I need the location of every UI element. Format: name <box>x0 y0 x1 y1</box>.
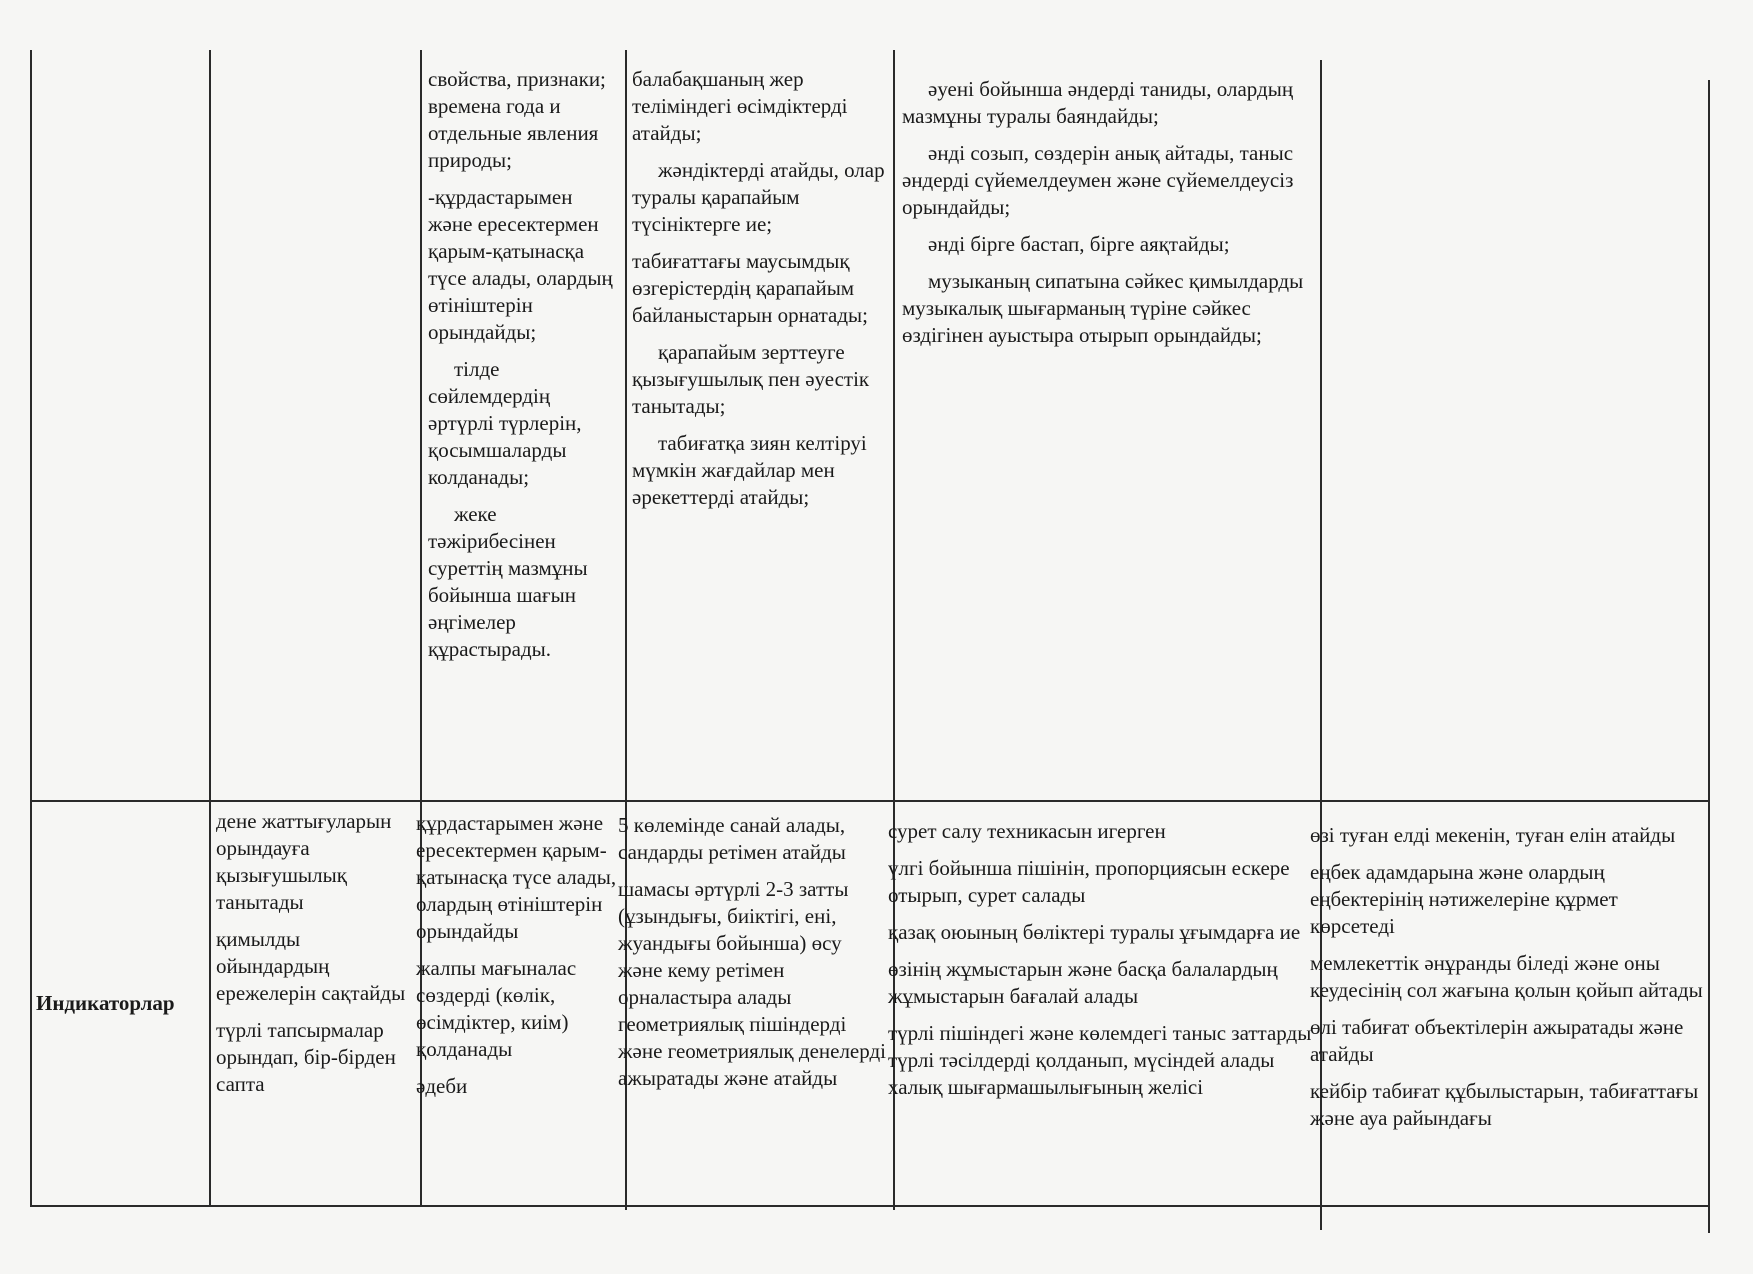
cell-paragraph: әнді созып, сөздерін анық айтады, таныс әндерді сүйемелдеумен және сүйемелдеусіз орындайды; <box>902 141 1294 219</box>
row-divider <box>30 800 1710 802</box>
cell-paragraph: түрлі тапсырмалар орындап, бір-бірден сапта <box>216 1018 396 1096</box>
cell-paragraph: өзі туған елді мекенін, туған елін атайды <box>1310 823 1676 847</box>
cell-paragraph: құрдастарымен және ересектермен қарым-қатынасқа түсе алады, олардың өтініштерін орындайды <box>416 811 617 943</box>
top-col5-cell <box>902 76 1314 359</box>
cell-paragraph: мемлекеттік әнұранды біледі және оны кеудесінің сол жағына қолын қойып айтады <box>1310 951 1703 1002</box>
table-border-right <box>1708 80 1710 1233</box>
top-col3-cell <box>428 66 618 673</box>
cell-paragraph: сурет салу техникасын игерген <box>888 819 1166 843</box>
cell-paragraph: халық шығармашылығының желісі <box>888 1075 1204 1099</box>
cell-paragraph: табиғаттағы маусымдық өзгерістердің қарапайым байланыстарын орнатады; <box>632 249 868 327</box>
cell-paragraph: тілде сөйлемдердің әртүрлі түрлерін, қосымшаларды колданады; <box>428 357 582 489</box>
cell-paragraph: түрлі пішіндегі және көлемдегі таныс заттарды түрлі тәсілдерді қолданып, мүсіндей алады <box>888 1021 1312 1072</box>
cell-paragraph: әнді бірге бастап, бірге аяқтайды; <box>928 232 1230 256</box>
bottom-col3-cell <box>416 810 620 1110</box>
cell-paragraph: 5 көлемінде санай алады, сандарды ретімен атайды <box>618 813 846 864</box>
bottom-col5-cell <box>888 818 1316 1111</box>
bottom-col4-cell <box>618 812 888 1102</box>
indicators-label: Индикаторлар <box>36 991 175 1015</box>
cell-paragraph: қарапайым зерттеуге қызығушылық пен әуестік танытады; <box>632 340 870 418</box>
table-border-bottom <box>30 1205 1710 1207</box>
cell-paragraph: әуені бойынша әндерді таниды, олардың мазмұны туралы баяндайды; <box>902 77 1294 128</box>
cell-paragraph: -құрдастарымен және ересектермен қарым-қатынасқа түсе алады, олардың өтініштерін орындайды; <box>428 185 613 344</box>
col-divider-1 <box>209 50 211 1207</box>
cell-paragraph: свойства, признаки; времена года и отдельные явления природы; <box>428 67 606 172</box>
cell-paragraph: жәндіктерді атайды, олар туралы қарапайым түсініктерге ие; <box>632 158 885 236</box>
top-col4-cell <box>632 66 890 521</box>
cell-paragraph: өзінің жұмыстарын және басқа балалардың жұмыстарын бағалай алады <box>888 957 1278 1008</box>
cell-paragraph: дене жаттығуларын орындауға қызығушылық танытады <box>216 809 392 914</box>
cell-paragraph: музыканың сипатына сәйкес қимылдарды музыкалық шығарманың түріне сәйкес өздігінен ауыстыра отырып орындайды; <box>902 269 1304 347</box>
cell-paragraph: жалпы мағыналас сөздерді (көлік, өсімдіктер, киім) қолданады <box>416 956 577 1061</box>
cell-paragraph: әдеби <box>416 1074 468 1098</box>
cell-paragraph: қимылды ойындардың ережелерін сақтайды <box>216 927 406 1005</box>
bottom-col2-cell <box>216 808 414 1108</box>
cell-paragraph: өлі табиғат объектілерін ажыратады және атайды <box>1310 1015 1684 1066</box>
table-border-left <box>30 50 32 1207</box>
cell-paragraph: жеке тәжірибесінен суреттің мазмұны бойынша шағын әңгімелер құрастырады. <box>428 502 588 661</box>
cell-paragraph: балабақшаның жер теліміндегі өсімдіктерді атайды; <box>632 67 848 145</box>
cell-paragraph: табиғатқа зиян келтіруі мүмкін жағдайлар мен әрекеттерді атайды; <box>632 431 867 509</box>
cell-paragraph: еңбек адамдарына және олардың еңбектерінің нәтижелеріне құрмет көрсетеді <box>1310 860 1618 938</box>
cell-paragraph: шамасы әртүрлі 2-3 затты (ұзындығы, биіктігі, ені, жуандығы бойынша) өсу және кему ретімен орналастыра алады геометриялық пішіндерді және геометриялық денелерді ажыратады және атайды <box>618 877 886 1090</box>
cell-paragraph: үлгі бойынша пішінін, пропорциясын ескере отырып, сурет салады <box>888 856 1290 907</box>
cell-paragraph: қазақ оюының бөліктері туралы ұғымдарға ие <box>888 920 1301 944</box>
bottom-col6-cell <box>1310 822 1706 1142</box>
cell-paragraph: кейбір табиғат құбылыстарын, табиғаттағы және ауа райындағы <box>1310 1079 1699 1130</box>
